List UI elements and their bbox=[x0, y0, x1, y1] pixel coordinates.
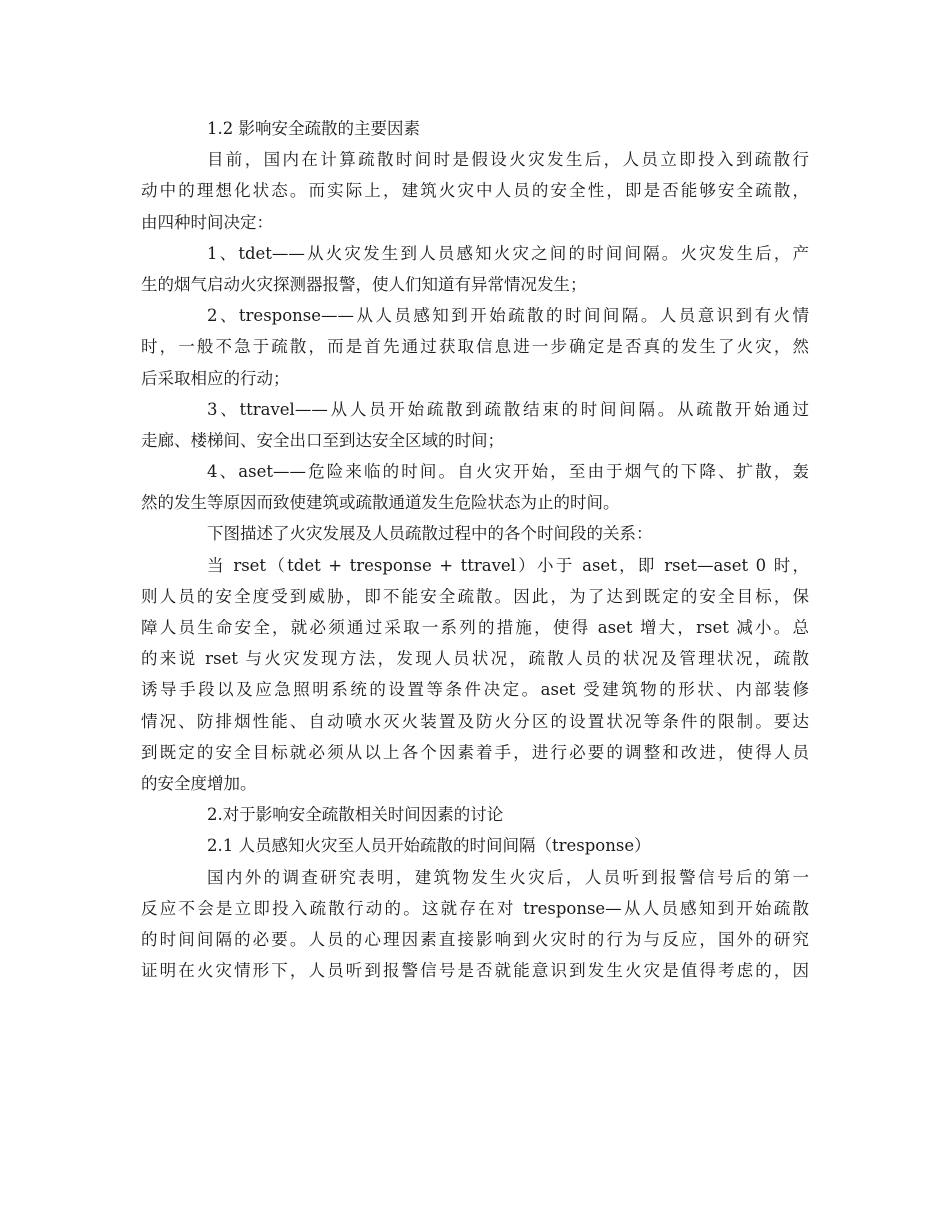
list-item-2-line: 后采取相应的行动； bbox=[141, 368, 290, 388]
paragraph-line: 国内外的调查研究表明，建筑物发生火灾后，人员听到报警信号后的第一 bbox=[207, 867, 809, 887]
paragraph-line: 则人员的安全度受到威胁，即不能安全疏散。因此，为了达到既定的安全目标，保 bbox=[141, 586, 809, 606]
paragraph-line: 动中的理想化状态。而实际上，建筑火灾中人员的安全性，即是否能够安全疏散， bbox=[141, 181, 809, 201]
list-item-3-line: 走廊、楼梯间、安全出口至到达安全区域的时间； bbox=[141, 430, 504, 450]
document-body bbox=[141, 113, 809, 986]
paragraph-line: 的时间间隔的必要。人员的心理因素直接影响到火灾时的行为与反应，国外的研究 bbox=[141, 929, 809, 949]
paragraph-line: 障人员生命安全，就必须通过采取一系列的措施，使得 aset 增大，rset 减小。总 bbox=[141, 618, 809, 637]
section-heading-2: 2.对于影响安全疏散相关时间因素的讨论 bbox=[207, 805, 504, 825]
list-item-1-line: 1、tdet——从火灾发生到人员感知火灾之间的时间间隔。火灾发生后，产 bbox=[207, 243, 809, 263]
list-item-3-line: 3、ttravel——从人员开始疏散到疏散结束的时间间隔。从疏散开始通过 bbox=[207, 399, 809, 419]
paragraph-line: 当 rset（tdet + tresponse + ttravel）小于 aset，即 rset—aset 0 时， bbox=[207, 555, 809, 575]
paragraph-line: 的来说 rset 与火灾发现方法，发现人员状况，疏散人员的状况及管理状况，疏散 bbox=[141, 649, 809, 669]
paragraph-line: 目前，国内在计算疏散时间时是假设火灾发生后，人员立即投入到疏散行 bbox=[207, 150, 809, 170]
list-item-1-line: 生的烟气启动火灾探测器报警，使人们知道有异常情况发生； bbox=[141, 274, 587, 294]
list-item-2-line: 时，一般不急于疏散，而是首先通过获取信息进一步确定是否真的发生了火灾，然 bbox=[141, 337, 809, 357]
paragraph-line: 情况、防排烟性能、自动喷水灭火装置及防火分区的设置状况等条件的限制。要达 bbox=[141, 711, 809, 731]
section-heading-1-2: 1.2 影响安全疏散的主要因素 bbox=[207, 119, 420, 138]
list-item-4-line: 4、aset——危险来临的时间。自火灾开始，至由于烟气的下降、扩散，轰 bbox=[207, 462, 809, 482]
paragraph-line: 到既定的安全目标就必须从以上各个因素着手，进行必要的调整和改进，使得人员 bbox=[141, 742, 809, 762]
list-item-2-line: 2、tresponse——从人员感知到开始疏散的时间间隔。人员意识到有火情 bbox=[207, 306, 809, 326]
paragraph-line: 证明在火灾情形下，人员听到报警信号是否就能意识到发生火灾是值得考虑的，因 bbox=[141, 961, 809, 981]
paragraph-line: 下图描述了火灾发展及人员疏散过程中的各个时间段的关系： bbox=[207, 524, 653, 544]
paragraph-line: 诱导手段以及应急照明系统的设置等条件决定。aset 受建筑物的形状、内部装修 bbox=[141, 680, 809, 700]
section-heading-2-1: 2.1 人员感知火灾至人员开始疏散的时间间隔（tresponse） bbox=[207, 836, 651, 856]
paragraph-line: 反应不会是立即投入疏散行动的。这就存在对 tresponse—从人员感知到开始疏散 bbox=[141, 898, 809, 918]
list-item-4-line: 然的发生等原因而致使建筑或疏散通道发生危险状态为止的时间。 bbox=[141, 493, 620, 513]
paragraph-line: 由四种时间决定： bbox=[141, 212, 273, 232]
paragraph-line: 的安全度增加。 bbox=[141, 773, 257, 793]
